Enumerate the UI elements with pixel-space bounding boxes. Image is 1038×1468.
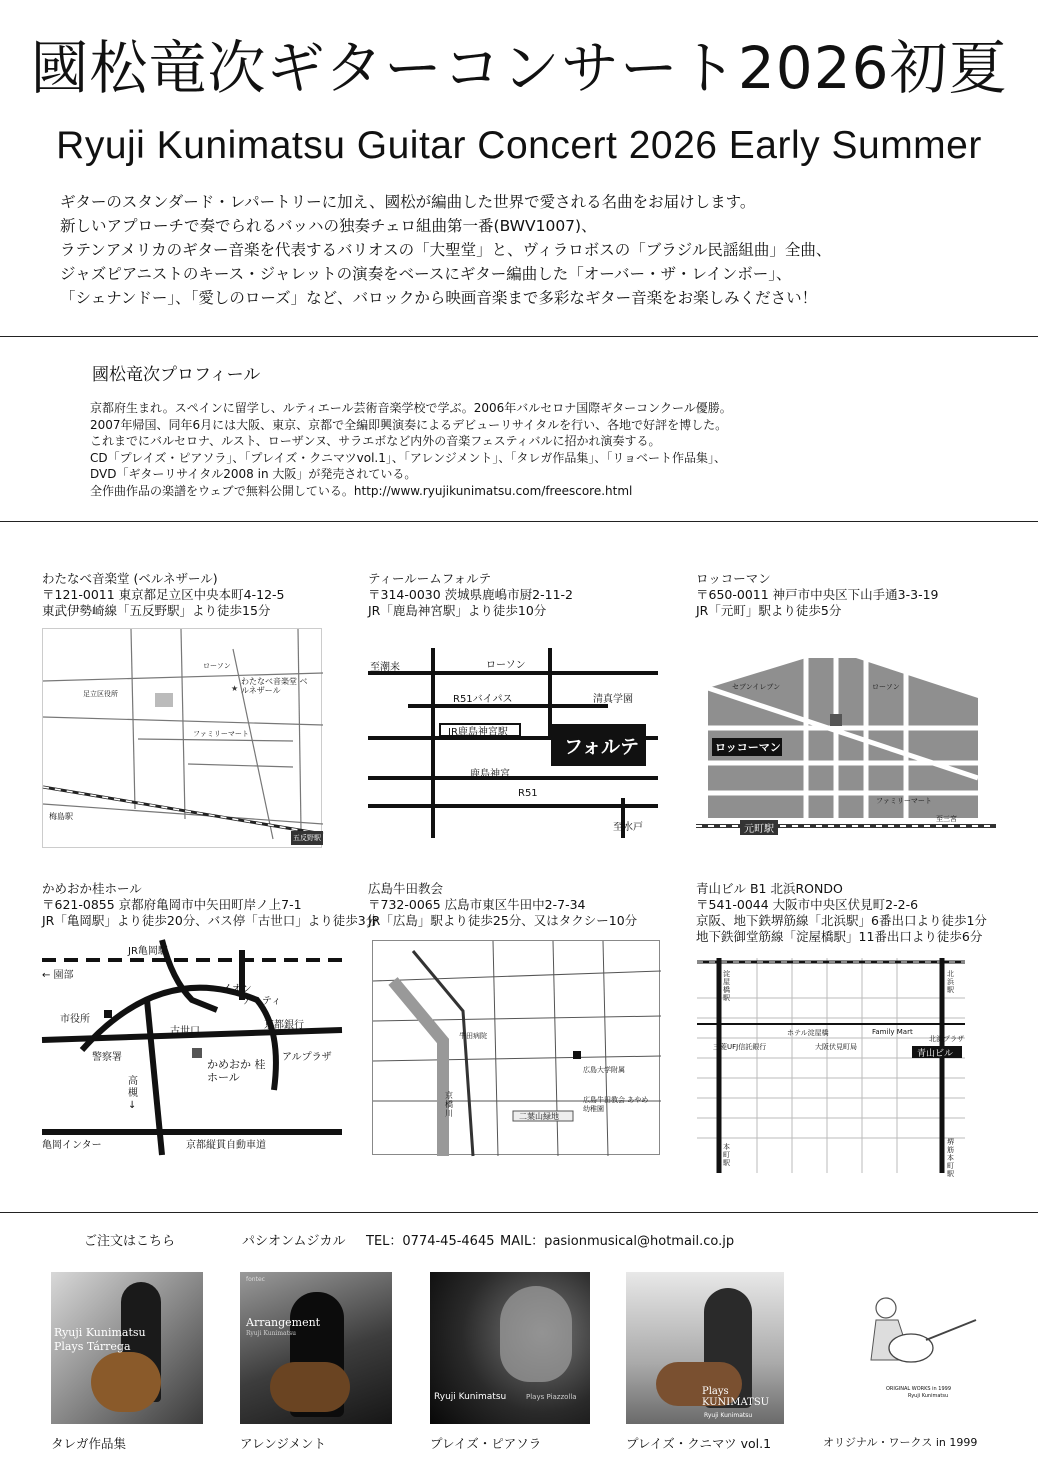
- album-cover-original-works[interactable]: [836, 1290, 986, 1420]
- map-school-label: 広島大学附属: [583, 1066, 625, 1074]
- profile-link-line[interactable]: 全作曲作品の楽譜をウェブで無料公開している。http://www.ryujikunimatsu.com/freescore.html: [90, 483, 633, 498]
- map-venue-label: フォルテ: [564, 736, 640, 758]
- venue-address: 〒621-0855 京都府亀岡市中矢田町岸ノ上7-1: [42, 897, 302, 912]
- map-direction-label: 至三宮: [936, 815, 957, 823]
- map-shop-label: ファミリーマート: [193, 730, 249, 738]
- map-hospital-label: 牛田病院: [459, 1032, 487, 1040]
- venue-access: JR「元町」駅より徒歩5分: [696, 603, 842, 618]
- map-station-label: 五反野駅: [293, 834, 321, 842]
- venue-rondo: [696, 881, 1016, 945]
- map-shrine-label: 鹿島神宮: [470, 769, 510, 780]
- profile-line: 2007年帰国、同年6月には大阪、東京、京都で全編即興演奏によるデビューリサイタルを行い、各地で好評を博した。: [90, 417, 728, 432]
- map-direction-label: 至潮来: [370, 662, 400, 673]
- venue-name: かめおか桂ホール: [42, 881, 142, 896]
- map-road-label: R51バイパス: [453, 694, 513, 705]
- map-shop-label: アルプラザ: [282, 1052, 332, 1063]
- venue-watanabe: [42, 571, 362, 619]
- order-label: ご注文はこちら: [84, 1234, 176, 1249]
- venue-access: 東武伊勢崎線「五反野駅」より徒歩15分: [42, 603, 271, 618]
- cover-subtitle: Plays Piazzolla: [526, 1393, 577, 1401]
- map-venue-label: 広島牛田教会 あやめ幼稚園: [583, 1096, 649, 1113]
- intro-line: 「シェナンドー」、「愛しのローズ」など、バロックから映画音楽まで多彩なギター音楽をお楽しみください！: [60, 289, 818, 307]
- map-park-label: 二葉山緑地: [519, 1112, 559, 1121]
- map-station-label: 淀屋橋駅: [723, 970, 730, 1002]
- map-office-label: 足立区役所: [83, 690, 118, 698]
- intro-line: 新しいアプローチで奏でられるバッハの独奏チェロ組曲第一番(BWV1007)、: [60, 217, 597, 235]
- order-company: パシオンムジカル: [242, 1234, 346, 1249]
- map-venue-label: ロッコーマン: [715, 741, 781, 754]
- guitar-icon: [91, 1352, 161, 1412]
- album-cover-tarrega[interactable]: [51, 1272, 203, 1424]
- divider: [0, 1212, 1038, 1213]
- intro-line: ジャズピアニストのキース・ジャレットの演奏をベースにギター編曲した「オーバー・ザ・レインボー」、: [60, 265, 792, 283]
- map-bus-label: 古世口: [170, 1026, 200, 1037]
- map-shop-label: ローソン: [203, 662, 231, 670]
- venue-address: 〒650-0011 神戸市中央区下山手通3-3-19: [696, 587, 939, 602]
- profile-text: [90, 400, 990, 499]
- cover-title: Ryuji Kunimatsu: [434, 1392, 507, 1402]
- map-direction-label: ← 園部: [42, 970, 74, 981]
- map-shop-label: セブンイレブン: [732, 683, 781, 691]
- map-rondo: [697, 958, 965, 1178]
- cover-title: Plays KUNIMATSU: [702, 1386, 770, 1408]
- map-shop-label: アミティ: [242, 996, 282, 1007]
- venue-name: わたなべ音楽堂 (ベルネザール): [42, 571, 218, 586]
- map-police-label: 警察署: [92, 1052, 122, 1063]
- profile-line: DVD「ギターリサイタル2008 in 大阪」が発売されている。: [90, 467, 417, 481]
- map-station-label: JR鹿島神宮駅: [448, 727, 508, 738]
- venue-ushita-church: [368, 881, 688, 929]
- map-bank-label: 三菱UFJ信託銀行: [713, 1043, 767, 1051]
- divider: [0, 521, 1038, 522]
- album-caption: プレイズ・クニマツ vol.1: [626, 1436, 772, 1451]
- map-venue-label: かめおか 桂ホール: [207, 1058, 266, 1084]
- map-station-label: 本町駅: [723, 1143, 730, 1167]
- venue-kameoka: [42, 881, 379, 929]
- map-shop-label: ローソン: [872, 683, 900, 691]
- album-cover-plays-kunimatsu[interactable]: [626, 1272, 784, 1424]
- map-watanabe: [42, 628, 322, 848]
- venue-access: 京阪、地下鉄堺筋線「北浜駅」6番出口より徒歩1分: [696, 913, 987, 928]
- map-venue-label: 青山ビル: [917, 1049, 954, 1059]
- venue-access: JR「亀岡駅」より徒歩20分、バス停「古世口」より徒歩3分: [42, 913, 379, 928]
- map-shop-label: イオン: [222, 984, 252, 995]
- divider: [0, 336, 1038, 337]
- map-forte: [368, 628, 658, 838]
- map-shop-label: Family Mart: [872, 1028, 913, 1036]
- venue-address: 〒121-0011 東京都足立区中央本町4-12-5: [42, 587, 285, 602]
- map-station-label: 元町駅: [740, 820, 778, 835]
- cover-subtitle: Ryuji Kunimatsu: [908, 1393, 949, 1399]
- venue-rokkoman: [696, 571, 1016, 619]
- cover-title: Arrangement: [246, 1316, 321, 1329]
- album-caption: アレンジメント: [240, 1436, 327, 1451]
- album-cover-arrangement[interactable]: [240, 1272, 392, 1424]
- map-station-label: 堺筋本町駅: [947, 1138, 954, 1178]
- map-direction-label: 高槻 ↓: [128, 1076, 138, 1111]
- title-japanese: 國松竜次ギターコンサート2026初夏: [30, 34, 1008, 102]
- album-caption: プレイズ・ピアソラ: [430, 1436, 542, 1451]
- map-kameoka: [42, 940, 342, 1155]
- cover-face: [500, 1286, 572, 1382]
- map-shop-label: ファミリーマート: [876, 797, 932, 805]
- venue-forte: [368, 571, 688, 619]
- venue-address: 〒314-0030 茨城県鹿嶋市厨2-11-2: [368, 587, 573, 602]
- profile-heading: 國松竜次プロフィール: [92, 365, 261, 385]
- venue-address: 〒732-0065 広島市東区牛田中2-7-34: [368, 897, 586, 912]
- venue-name: 広島牛田教会: [368, 881, 444, 896]
- map-direction-label: 至水戸: [613, 822, 643, 833]
- cover-title: ORIGINAL WORKS in 1999: [886, 1386, 952, 1392]
- map-bank-label: 京都銀行: [264, 1020, 304, 1031]
- map-shop-label: ローソン: [486, 660, 526, 671]
- map-road-label: 京都縦貫自動車道: [186, 1140, 266, 1151]
- cover-subtitle: Plays Tárrega: [54, 1340, 131, 1353]
- venue-address: 〒541-0044 大阪市中央区伏見町2-2-6: [696, 897, 919, 912]
- album-caption: タレガ作品集: [51, 1436, 127, 1451]
- cover-title: Ryuji Kunimatsu: [54, 1326, 146, 1339]
- svg-text:★: ★: [231, 684, 239, 693]
- map-ushita-church: [372, 940, 660, 1155]
- order-tel[interactable]: TEL：0774-45-4645: [366, 1234, 495, 1249]
- intro-line: ギターのスタンダード・レパートリーに加え、國松が編曲した世界で愛される名曲をお届けします。: [60, 193, 756, 211]
- map-river-label: 京橋川: [445, 1091, 453, 1118]
- venue-access: JR「広島」駅より徒歩25分、又はタクシー10分: [368, 913, 638, 928]
- intro-line: ラテンアメリカのギター音楽を代表するバリオスの「大聖堂」と、ヴィラロボスの「ブラジル民謡組曲」全曲、: [60, 241, 832, 259]
- venue-name: 青山ビル B1 北浜RONDO: [696, 881, 843, 896]
- map-school-label: 清真学園: [593, 694, 633, 705]
- map-ic-label: 亀岡インター: [42, 1140, 102, 1151]
- cover-subtitle: Ryuji Kunimatsu: [704, 1412, 753, 1419]
- album-cover-piazzolla[interactable]: [430, 1272, 590, 1424]
- album-caption: オリジナル・ワークス in 1999: [823, 1436, 978, 1449]
- map-road-label: R51: [518, 788, 538, 799]
- guitarist-sketch-icon: [836, 1290, 986, 1370]
- map-station-label: 梅島駅: [49, 812, 73, 821]
- map-station-label: JR亀岡駅: [128, 946, 168, 957]
- map-station-label: 北浜駅: [947, 970, 954, 994]
- map-venue-label: わたなべ音楽堂 ベルネザール: [241, 677, 308, 695]
- venue-access: 地下鉄御堂筋線「淀屋橋駅」11番出口より徒歩6分: [696, 929, 983, 944]
- profile-line: CD「プレイズ・ピアソラ」、「プレイズ・クニマツvol.1」、「アレンジメント」、「タレガ作品集」、「リョベート作品集」、: [90, 450, 727, 465]
- map-rokkoman: [696, 628, 996, 838]
- map-shop-label: ホテル淀屋橋: [787, 1029, 829, 1037]
- profile-line: これまでにバルセロナ、ルスト、ローザンヌ、サラエボなど内外の音楽フェスティバルに招かれ演奏する。: [90, 434, 661, 448]
- order-mail[interactable]: MAIL：pasionmusical@hotmail.co.jp: [500, 1234, 735, 1249]
- map-office-label: 市役所: [60, 1014, 90, 1025]
- map-plaza-label: 北浜プラザ: [929, 1035, 964, 1043]
- venue-name: ティールームフォルテ: [368, 571, 492, 586]
- profile-line: 京都府生まれ。スペインに留学し、ルティエール芸術音楽学校で学ぶ。2006年バルセロナ国際ギターコンクール優勝。: [90, 401, 732, 415]
- intro-text: [60, 190, 990, 310]
- venue-name: ロッコーマン: [696, 571, 771, 586]
- cover-subtitle: Ryuji Kunimatsu: [246, 1330, 296, 1337]
- title-english: Ryuji Kunimatsu Guitar Concert 2026 Early Summer: [56, 124, 982, 167]
- guitar-icon: [270, 1362, 350, 1412]
- cover-label: fontec: [246, 1276, 265, 1283]
- map-shop-label: 大阪伏見町局: [815, 1043, 857, 1051]
- venue-access: JR「鹿島神宮駅」より徒歩10分: [368, 603, 547, 618]
